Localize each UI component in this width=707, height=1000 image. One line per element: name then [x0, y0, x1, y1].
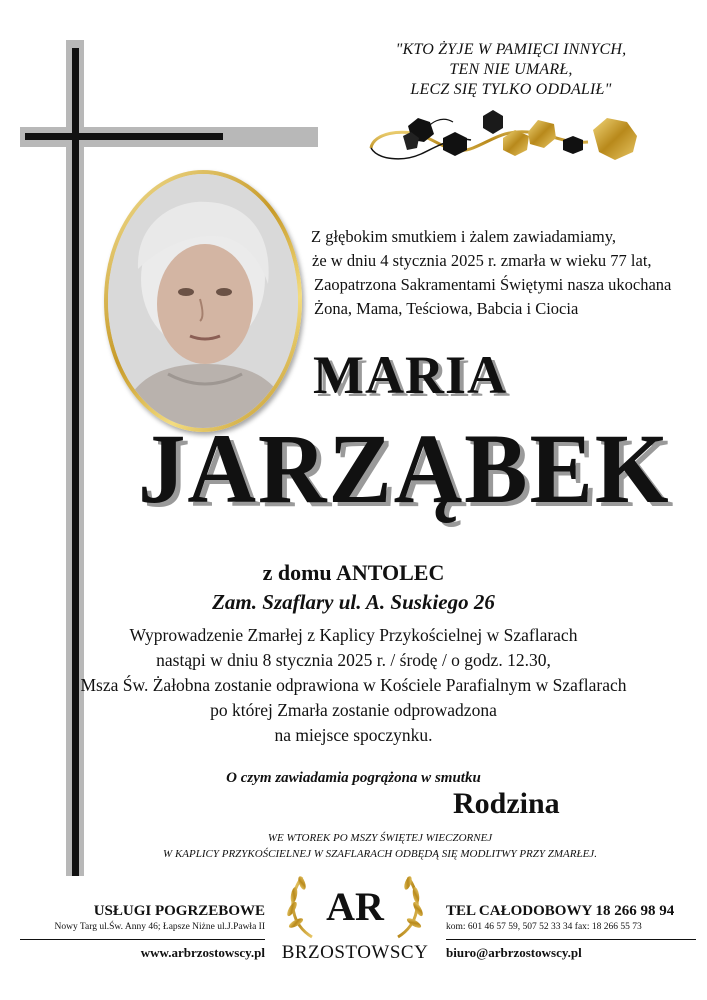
- quote-line: TEN NIE UMARŁ,: [449, 61, 573, 78]
- email-link[interactable]: biuro@arbrzostowscy.pl: [446, 945, 582, 960]
- company-address: Nowy Targ ul.Św. Anny 46; Łapsze Niżne ul.J.Pawła II: [54, 922, 265, 932]
- last-name: JARZĄBEK: [138, 413, 671, 524]
- intro-line: Żona, Mama, Teściowa, Babcia i Ciocia: [314, 299, 579, 318]
- prayer-notice: [100, 830, 660, 862]
- company-logo: [272, 865, 438, 975]
- quote-line: "KTO ŻYJE W PAMIĘCI INNYCH,: [395, 41, 627, 58]
- maiden-name-line: [0, 560, 707, 586]
- logo-name: BRZOSTOWSCY: [281, 942, 429, 963]
- details-line: Wyprowadzenie Zmarłej z Kaplicy Przykościelnej w Szaflarach: [129, 625, 578, 645]
- phone-title: TEL CAŁODOBOWY 18 266 98 94: [446, 903, 675, 919]
- residence-address: Zam. Szaflary ul. A. Suskiego 26: [212, 590, 495, 614]
- footer-company: [20, 901, 265, 962]
- announce-line: O czym zawiadamia pogrążona w smutku: [226, 770, 481, 786]
- funeral-details: [0, 623, 707, 748]
- details-line: po której Zmarła zostanie odprowadzona: [210, 700, 497, 720]
- company-website-link[interactable]: www.arbrzostowscy.pl: [140, 945, 265, 960]
- cross-arm: [25, 133, 223, 140]
- first-name: MARIA: [313, 345, 507, 405]
- logo-monogram: AR: [326, 884, 384, 929]
- announcement-intro: [305, 225, 685, 321]
- portrait-photo: [108, 174, 298, 428]
- footer-divider: [20, 939, 265, 940]
- phone-numbers: kom: 601 46 57 59, 507 52 33 34 fax: 18 266 55 73: [446, 922, 642, 932]
- maiden-name-prefix: z domu: [262, 560, 332, 585]
- details-line: nastąpi w dniu 8 stycznia 2025 r. / środę / o godz. 12.30,: [156, 650, 551, 670]
- prayer-line: W KAPLICY PRZYKOŚCIELNEJ W SZAFLARACH ODBĘDĄ SIĘ MODLITWY PRZY ZMARŁEJ.: [163, 848, 597, 860]
- details-line: Msza Św. Żałobna zostanie odprawiona w Kościele Parafialnym w Szaflarach: [80, 675, 627, 695]
- prayer-line: WE WTOREK PO MSZY ŚWIĘTEJ WIECZORNEJ: [267, 832, 493, 844]
- footer-divider: [446, 939, 696, 940]
- intro-line: Zaopatrzona Sakramentami Świętymi nasza ukochana: [314, 275, 672, 294]
- portrait-frame: [104, 170, 302, 432]
- company-title: USŁUGI POGRZEBOWE: [93, 903, 265, 919]
- grapevine-ornament-icon: [363, 108, 653, 180]
- footer-contact: [446, 901, 696, 962]
- memorial-quote: [355, 40, 667, 100]
- quote-line: LECZ SIĘ TYLKO ODDALIŁ": [410, 81, 612, 98]
- details-line: na miejsce spoczynku.: [274, 725, 433, 745]
- intro-line: że w dniu 4 stycznia 2025 r. zmarła w wieku 77 lat,: [312, 251, 652, 270]
- family-signature: Rodzina: [453, 787, 560, 820]
- intro-line: Z głębokim smutkiem i żalem zawiadamiamy,: [311, 227, 617, 246]
- maiden-name: ANTOLEC: [335, 560, 445, 585]
- cross-icon: [72, 48, 79, 876]
